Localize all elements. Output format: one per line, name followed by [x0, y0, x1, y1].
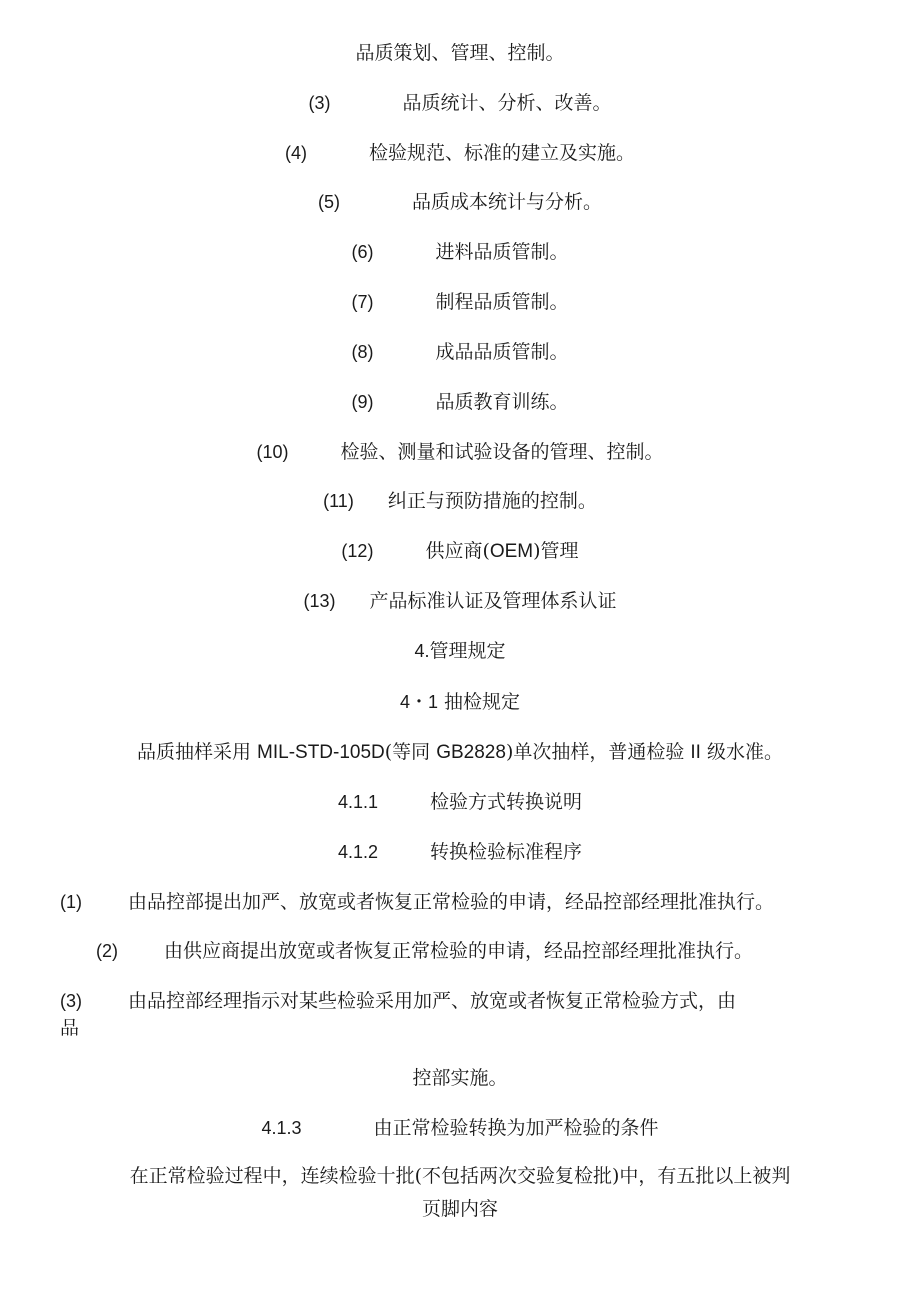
procedure-item-3-continued [0, 1066, 920, 1090]
item-number: (4) [284, 143, 307, 163]
item-line-3 [0, 91, 920, 115]
section-title: 抽检规定 [444, 691, 521, 713]
item-number: (12) [341, 541, 374, 561]
item-line-7 [0, 290, 920, 314]
item-number: (10) [256, 442, 289, 462]
item-line-9 [0, 390, 920, 414]
item-text: 品质教育训练。 [435, 391, 569, 413]
section-number: 4.1.1 [337, 792, 379, 812]
item-line-10 [0, 440, 920, 464]
item-number: (6) [351, 242, 374, 262]
page-footer [0, 1197, 920, 1221]
item-text: 品质策划、管理、控制。 [355, 42, 565, 64]
item-line-8 [0, 340, 920, 364]
section-heading-4-1-1 [0, 790, 920, 814]
item-line-4 [0, 141, 920, 165]
item-line-13 [0, 589, 920, 613]
item-text: 进料品质管制。 [435, 241, 569, 263]
item-line-continued [0, 41, 920, 65]
inspection-level: II [690, 742, 701, 763]
section-title: 管理规定 [429, 640, 506, 662]
item-number: (1) [60, 892, 82, 912]
section-number: 4. [414, 641, 430, 661]
item-text: 检验、测量和试验设备的管理、控制。 [340, 441, 664, 463]
item-number: (11) [323, 491, 354, 511]
item-text: 由供应商提出放宽或者恢复正常检验的申请，经品控部经理批准执行。 [164, 940, 754, 962]
standard-code: MIL-STD-105D [257, 742, 385, 763]
item-text: 品质统计、分析、改善。 [402, 92, 612, 114]
item-text: )管理 [533, 540, 579, 562]
item-number: (5) [317, 192, 340, 212]
item-number: (3) [60, 991, 82, 1011]
section-heading-4 [0, 639, 920, 663]
section-heading-4-1-3 [0, 1116, 920, 1140]
procedure-item-3 [60, 989, 736, 1013]
section-title: 转换检验标准程序 [430, 841, 583, 863]
item-line-11 [0, 489, 920, 513]
item-number: (7) [351, 292, 374, 312]
item-number: (2) [96, 941, 118, 961]
item-text: 成品品质管制。 [435, 341, 569, 363]
section-number: 4.1.2 [337, 842, 379, 862]
item-text: 制程品质管制。 [435, 291, 569, 313]
item-text: 品质成本统计与分析。 [411, 191, 602, 213]
body-paragraph [0, 1164, 920, 1188]
section-title: 由正常检验转换为加严检验的条件 [373, 1117, 659, 1139]
section-heading-4-1 [0, 690, 920, 714]
item-number: (3) [308, 93, 331, 113]
paragraph-text: 级水准。 [700, 741, 784, 763]
paragraph-text: 在正常检验过程中，连续检验十批(不包括两次交验复检批)中，有五批以上被判 [129, 1165, 791, 1187]
item-line-5 [0, 190, 920, 214]
section-number: 4.1.3 [261, 1118, 302, 1138]
item-text: 供应商( [425, 540, 490, 562]
section-heading-4-1-2 [0, 840, 920, 864]
section-title: 检验方式转换说明 [430, 791, 583, 813]
item-line-12 [0, 539, 920, 564]
item-text: 产品标准认证及管理体系认证 [369, 590, 617, 612]
item-line-6 [0, 240, 920, 264]
item-text: 由品控部经理指示对某些检验采用加严、放宽或者恢复正常检验方式，由 [128, 990, 737, 1012]
item-text-latin: OEM [489, 541, 534, 562]
item-text: 检验规范、标准的建立及实施。 [368, 142, 635, 164]
item-number: (9) [351, 392, 374, 412]
item-text: 纠正与预防措施的控制。 [387, 490, 597, 512]
footer-text: 页脚内容 [421, 1198, 498, 1220]
item-number: (13) [303, 591, 336, 611]
item-text: 控部实施。 [412, 1067, 508, 1089]
item-text: 由品控部提出加严、放宽或者恢复正常检验的申请，经品控部经理批准执行。 [128, 891, 775, 913]
paragraph-text: (等同 [384, 741, 437, 763]
item-number: (8) [351, 342, 374, 362]
item-text: 品 [60, 1017, 80, 1039]
section-number: 4・1 [399, 692, 438, 712]
procedure-item-3-wrap [60, 1016, 79, 1040]
procedure-item-1 [60, 890, 774, 914]
paragraph-text: 品质抽样采用 [136, 741, 258, 763]
sampling-paragraph [0, 740, 920, 765]
standard-code: GB2828 [436, 742, 506, 763]
paragraph-text: )单次抽样，普通检验 [505, 741, 691, 763]
procedure-item-2 [96, 939, 753, 963]
